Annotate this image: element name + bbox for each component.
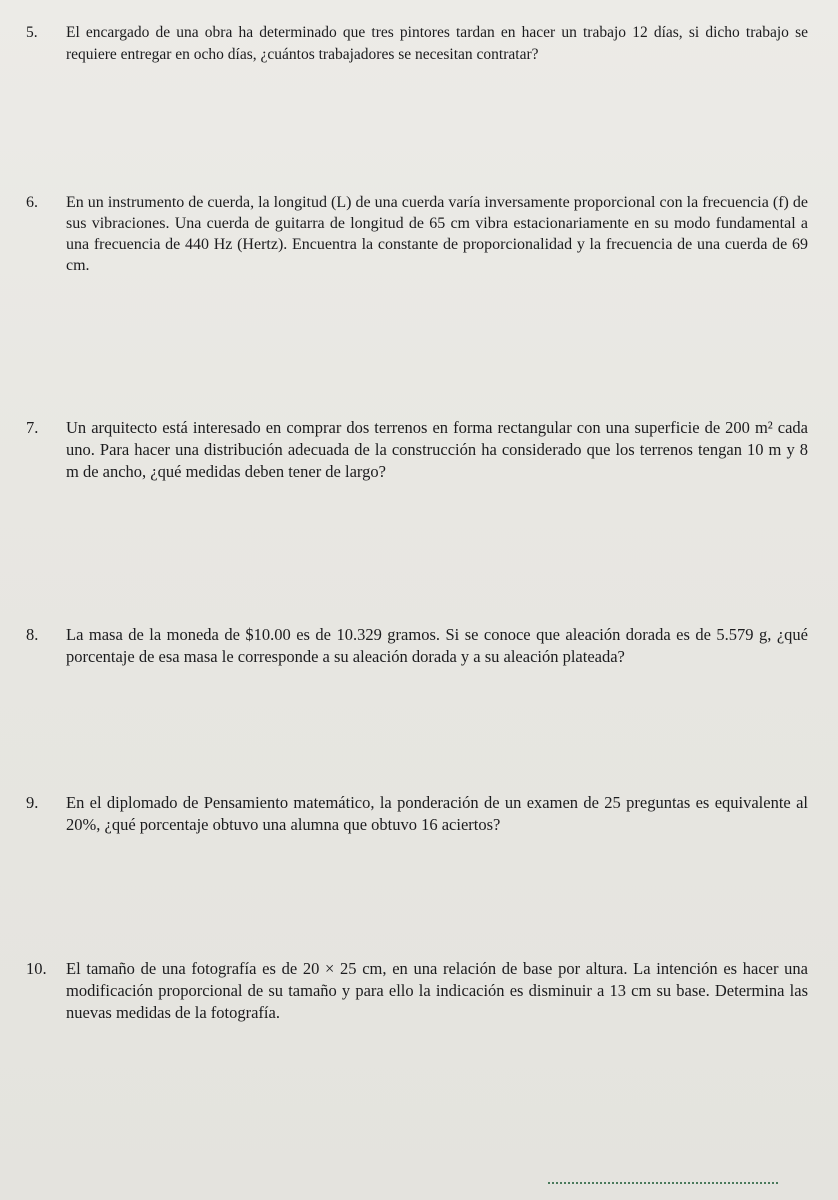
problem-number: 6.	[26, 194, 38, 211]
problem-text: En el diplomado de Pensamiento matemático, la ponderación de un examen de 25 preguntas es equivalente al 20%, ¿qué porcentaje obtuvo una alumna que obtuvo 16 aciertos?	[66, 793, 808, 834]
problem-7	[26, 417, 808, 483]
problem-8	[26, 624, 808, 668]
problem-text: La masa de la moneda de $10.00 es de 10.329 gramos. Si se conoce que aleación dorada es de 5.579 g, ¿qué porcentaje de esa masa le corresponde a su aleación dorada y a su aleación plateada?	[66, 625, 808, 666]
problem-number: 9.	[26, 793, 39, 812]
decorative-dotted-line	[548, 1182, 778, 1184]
problem-text: En un instrumento de cuerda, la longitud (L) de una cuerda varía inversamente proporcional con la frecuencia (f) de sus vibraciones. Una cuerda de guitarra de longitud de 65 cm vibra estacionariamente en su modo fundamental a una frecuencia de 440 Hz (Hertz). Encuentra la constante de proporcionalidad y la frecuencia de una cuerda de 69 cm.	[66, 194, 808, 274]
problem-text: El encargado de una obra ha determinado que tres pintores tardan en hacer un trabajo 12 días, si dicho trabajo se requiere entregar en ocho días, ¿cuántos trabajadores se necesitan contratar?	[66, 24, 808, 63]
problem-number: 5.	[26, 24, 38, 41]
problem-number: 7.	[26, 418, 39, 437]
problem-text: Un arquitecto está interesado en comprar dos terrenos en forma rectangular con una superficie de 200 m² cada uno. Para hacer una distribución adecuada de la construcción ha considerado que los terrenos tengan 10 m y 8 m de ancho, ¿qué medidas deben tener de largo?	[66, 418, 808, 481]
problem-10	[26, 958, 808, 1024]
problem-5	[26, 22, 808, 66]
problem-text: El tamaño de una fotografía es de 20 × 25 cm, en una relación de base por altura. La intención es hacer una modificación proporcional de su tamaño y para ello la indicación es disminuir a 13 cm su base. Determina las nuevas medidas de la fotografía.	[66, 959, 808, 1022]
problem-number: 8.	[26, 625, 39, 644]
problem-6	[26, 192, 808, 276]
problem-number: 10.	[26, 959, 47, 978]
problem-9	[26, 792, 808, 836]
